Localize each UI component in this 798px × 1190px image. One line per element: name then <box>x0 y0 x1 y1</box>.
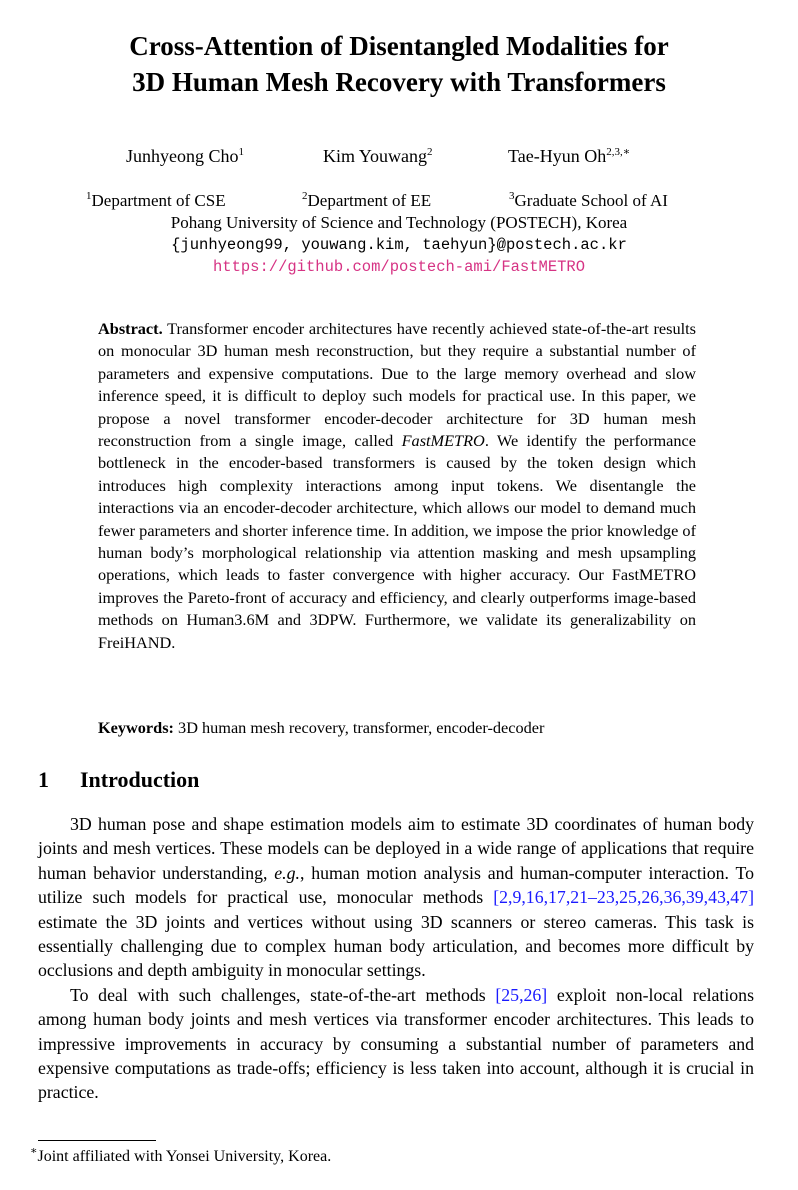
section-number: 1 <box>38 767 49 792</box>
affiliation-3: $^3$Graduate School of AI <box>509 190 668 210</box>
affiliation-1: $^1$Department of CSE <box>86 190 226 210</box>
abstract <box>98 318 696 654</box>
section-heading <box>38 767 199 793</box>
footnote-rule <box>38 1140 156 1141</box>
citation-link[interactable]: [2,9,16,17,21–23,25,26,36,39,43,47] <box>493 887 754 908</box>
author-2: Kim Youwang$^2$ <box>323 146 433 166</box>
intro-paragraph-2: To deal with such challenges, state-of-the-art methods [25,26] exploit non-local relations among human body joints and mesh vertices via transformer encoder architectures. This leads to impressive improvements in accuracy by consuming a substantial number of parameters and expensive computations as trade-offs; efficiency is less taken into account, although it is crucial in practice. <box>38 984 754 1103</box>
keywords-text: 3D human mesh recovery, transformer, encoder-decoder <box>178 718 545 737</box>
model-name: FastMETRO <box>401 431 485 451</box>
title-line-1: Cross-Attention of Disentangled Modalities for <box>129 31 669 61</box>
github-link[interactable]: https://github.com/postech-ami/FastMETRO <box>212 258 586 276</box>
affiliations <box>0 190 798 278</box>
abstract-text-1: Transformer encoder architectures have recently achieved state-of-the-art results on monocular 3D human mesh reconstruction, but they require a substantial number of parameters and expensive computations. Due to the large memory overhead and slow inference speed, it is difficult to deploy such models for practical use. In this paper, we propose a novel transformer encoder-decoder architecture for 3D human mesh reconstruction from a single image, called <box>98 319 696 451</box>
author-emails[interactable]: {junhyeong99, youwang.kim, taehyun}@postech.ac.kr <box>171 236 627 254</box>
abstract-label: Abstract. <box>98 319 163 338</box>
keywords <box>98 717 718 739</box>
intro-paragraph-1: 3D human pose and shape estimation models aim to estimate 3D coordinates of human body joints and mesh vertices. These models can be deployed in a wide range of applications that require human behavior understanding, e.g., human motion analysis and human-computer interaction. To utilize such models for practical use, monocular methods [2,9,16,17,21–23,25,26,36,39,43,47] estimate the 3D joints and vertices without using 3D scanners or stereo cameras. This task is essentially challenging due to complex human body articulation, and becomes more difficult by occlusions and depth ambiguity in monocular settings. <box>38 814 754 981</box>
citation-link[interactable]: [25,26] <box>495 984 548 1005</box>
intro-body <box>38 812 754 1105</box>
footnote-mark: ∗ <box>30 1145 38 1157</box>
keywords-label: Keywords: <box>98 718 174 737</box>
author-1: Junhyeong Cho$^1$ <box>126 146 244 166</box>
university: Pohang University of Science and Technology (POSTECH), Korea <box>170 213 628 232</box>
author-3: Tae-Hyun $Oh^{2,3,∗}$ <box>508 146 631 166</box>
paper-title <box>0 28 798 100</box>
footnote-text: Joint affiliated with Yonsei University, Korea. <box>37 1148 332 1165</box>
footnote <box>30 1145 332 1166</box>
title-line-2: 3D Human Mesh Recovery with Transformers <box>132 67 666 97</box>
affiliation-2: $^2$Department of EE <box>302 190 432 210</box>
abstract-text-2: . We identify the performance bottleneck in the encoder-based transformers is caused by the token design which introduces high complexity interactions among input tokens. We disentangle the interactions via an encoder-decoder architecture, which allows our model to demand much fewer parameters and shorter inference time. In addition, we impose the prior knowledge of human body’s morphological relationship via attention masking and mesh upsampling operations, which leads to faster convergence with higher accuracy. Our FastMETRO improves the Pareto-front of accuracy and efficiency, and clearly outperforms image-based methods on Human3.6M and 3DPW. Furthermore, we validate its generalizability on FreiHAND. <box>98 431 696 652</box>
section-title: Introduction <box>80 767 200 792</box>
